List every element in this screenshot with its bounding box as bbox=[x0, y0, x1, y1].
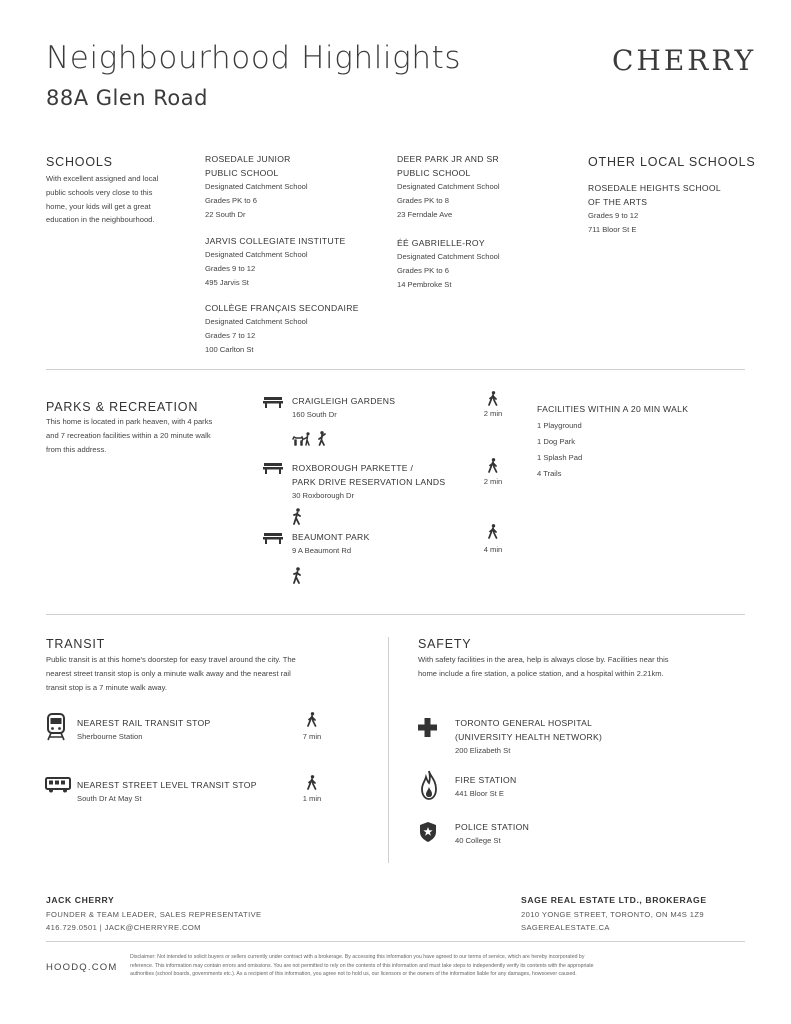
section-divider bbox=[46, 369, 745, 370]
agent-contact[interactable]: 416.729.0501 | JACK@CHERRYRE.COM bbox=[46, 923, 201, 932]
agent-name: JACK CHERRY bbox=[46, 895, 115, 905]
brokerage-website[interactable]: SAGEREALESTATE.CA bbox=[521, 923, 610, 932]
facilities-list bbox=[537, 402, 688, 482]
school-detail: 22 South Dr bbox=[205, 209, 246, 219]
brokerage-info bbox=[521, 895, 707, 934]
school-detail: Designated Catchment School bbox=[205, 182, 308, 191]
walk-time: 2 min bbox=[483, 409, 503, 418]
walking-person-icon bbox=[488, 391, 498, 406]
school-detail: 495 Jarvis St bbox=[205, 277, 249, 287]
walking-person-icon bbox=[488, 458, 498, 473]
property-address: 88A Glen Road bbox=[46, 86, 208, 110]
park-address: 9 A Beaumont Rd bbox=[292, 546, 352, 555]
school-detail: Grades 7 to 12 bbox=[205, 330, 256, 340]
school-name: JARVIS COLLEGIATE INSTITUTE bbox=[205, 236, 346, 246]
hospital-cross-icon bbox=[418, 718, 437, 737]
park-address: 160 South Dr bbox=[292, 410, 337, 419]
school-item bbox=[205, 301, 359, 356]
school-item bbox=[588, 181, 721, 237]
agent-title: FOUNDER & TEAM LEADER, SALES REPRESENTATIVE bbox=[46, 910, 262, 919]
park-item bbox=[292, 530, 370, 558]
parks-description bbox=[46, 415, 261, 456]
agent-info bbox=[46, 895, 262, 934]
transit-heading: TRANSIT bbox=[46, 637, 106, 651]
school-name: ÉÉ GABRIELLE-ROY bbox=[397, 238, 485, 248]
safety-item bbox=[455, 820, 529, 848]
school-item bbox=[205, 234, 346, 289]
school-detail: Designated Catchment School bbox=[397, 252, 500, 261]
transit-item bbox=[77, 716, 211, 744]
facility-name: TORONTO GENERAL HOSPITAL bbox=[455, 718, 593, 728]
safety-heading: SAFETY bbox=[418, 637, 472, 651]
other-schools-heading: OTHER LOCAL SCHOOLS bbox=[588, 155, 756, 169]
walk-time: 2 min bbox=[483, 477, 503, 486]
parks-heading: PARKS & RECREATION bbox=[46, 400, 199, 414]
safety-item bbox=[455, 716, 602, 758]
school-name: ROSEDALE JUNIOR bbox=[205, 154, 291, 164]
transit-label: NEAREST STREET LEVEL TRANSIT STOP bbox=[77, 780, 257, 790]
police-badge-icon bbox=[420, 822, 436, 842]
desc-line: With excellent assigned and local bbox=[46, 174, 159, 183]
column-divider bbox=[388, 637, 389, 863]
desc-line: This home is located in park heaven, with 4 parks bbox=[46, 417, 213, 426]
school-detail: Grades PK to 6 bbox=[397, 265, 449, 275]
school-detail: Designated Catchment School bbox=[205, 250, 308, 259]
desc-line: from this address. bbox=[46, 444, 107, 454]
school-detail: 14 Pembroke St bbox=[397, 279, 452, 289]
walking-person-icon bbox=[307, 712, 317, 727]
facility-address: 441 Bloor St E bbox=[455, 789, 504, 798]
facility-address: 200 Elizabeth St bbox=[455, 746, 511, 755]
walking-person-icon bbox=[488, 524, 498, 539]
trail-icon bbox=[292, 508, 302, 525]
section-divider bbox=[46, 614, 745, 615]
facility-item: 4 Trails bbox=[537, 469, 562, 478]
safety-description bbox=[418, 653, 748, 681]
park-name: ROXBOROUGH PARKETTE / bbox=[292, 463, 414, 473]
brokerage-name: SAGE REAL ESTATE LTD., BROKERAGE bbox=[521, 895, 707, 905]
facilities-heading: FACILITIES WITHIN A 20 MIN WALK bbox=[537, 404, 689, 414]
facility-address: 40 College St bbox=[455, 836, 501, 845]
park-bench-icon bbox=[263, 396, 283, 408]
desc-line: Public transit is at this home's doorstep for easy travel around the city. The bbox=[46, 655, 296, 664]
school-name: OF THE ARTS bbox=[588, 197, 648, 207]
school-item bbox=[397, 236, 500, 291]
school-detail: Designated Catchment School bbox=[397, 182, 500, 191]
disclaimer-line: reference. This information may contain errors and omissions. You are not permitted to rely on the contents of this information and must take steps to independently verify its contents with the appropriate bbox=[130, 962, 594, 969]
schools-heading: SCHOOLS bbox=[46, 155, 113, 169]
desc-line: public schools very close to this bbox=[46, 187, 153, 197]
desc-line: home, your kids will get a great bbox=[46, 201, 151, 211]
brokerage-address: 2010 YONGE STREET, TORONTO, ON M4S 1Z9 bbox=[521, 910, 705, 919]
park-name: PARK DRIVE RESERVATION LANDS bbox=[292, 477, 446, 487]
school-item bbox=[397, 152, 500, 221]
transit-item bbox=[77, 778, 257, 806]
school-name: PUBLIC SCHOOL bbox=[205, 168, 279, 178]
flame-icon bbox=[421, 770, 437, 800]
school-name: PUBLIC SCHOOL bbox=[397, 168, 471, 178]
facility-name: (UNIVERSITY HEALTH NETWORK) bbox=[455, 732, 603, 742]
facility-item: 1 Playground bbox=[537, 421, 582, 430]
facility-name: FIRE STATION bbox=[455, 775, 517, 785]
disclaimer bbox=[130, 953, 748, 979]
disclaimer-line: Disclaimer: Not intended to solicit buyers or sellers currently under contract with a brokerage. By accessing this information you have agreed to our terms of service, which are hereby incorporated by bbox=[130, 954, 585, 960]
walk-time: 1 min bbox=[302, 794, 322, 803]
school-name: COLLÈGE FRANÇAIS SECONDAIRE bbox=[205, 303, 359, 313]
school-detail: Designated Catchment School bbox=[205, 317, 308, 326]
dog-park-icon bbox=[292, 432, 312, 446]
schools-description bbox=[46, 172, 196, 227]
playground-icon bbox=[317, 431, 327, 446]
park-item bbox=[292, 394, 395, 422]
desc-line: and 7 recreation facilities within a 20 minute walk bbox=[46, 430, 211, 440]
page-title: Neighbourhood Highlights bbox=[46, 40, 462, 76]
desc-line: education in the neighbourhood. bbox=[46, 215, 155, 225]
school-detail: 711 Bloor St E bbox=[588, 224, 637, 234]
park-name: CRAIGLEIGH GARDENS bbox=[292, 396, 396, 406]
disclaimer-line: authorities (school boards, governments etc.). As a recipient of this information, you agree not to hold us, our licensors or the owners of the information liable for any damages, howsoever caused. bbox=[130, 971, 577, 978]
bus-icon bbox=[45, 777, 71, 793]
park-bench-icon bbox=[263, 462, 283, 474]
safety-item bbox=[455, 773, 517, 801]
brand-logo: CHERRY bbox=[612, 44, 757, 77]
desc-line: home include a fire station, a police station, and a hospital within 2.21km. bbox=[418, 668, 664, 678]
facility-item: 1 Splash Pad bbox=[537, 453, 583, 462]
desc-line: transit stop is a 7 minute walk away. bbox=[46, 682, 167, 692]
transit-description bbox=[46, 653, 376, 694]
school-detail: Grades 9 to 12 bbox=[205, 263, 256, 273]
school-detail: Grades PK to 8 bbox=[397, 195, 449, 205]
walk-time: 7 min bbox=[302, 732, 322, 741]
park-bench-icon bbox=[263, 532, 283, 544]
facility-name: POLICE STATION bbox=[455, 822, 530, 832]
school-detail: Grades 9 to 12 bbox=[588, 211, 639, 220]
desc-line: With safety facilities in the area, help is always close by. Facilities near this bbox=[418, 655, 669, 664]
desc-line: nearest street transit stop is only a minute walk away and the nearest rail bbox=[46, 668, 291, 678]
walk-time: 4 min bbox=[483, 545, 503, 554]
trail-icon bbox=[292, 567, 302, 584]
footer-divider bbox=[46, 941, 745, 942]
school-detail: 23 Ferndale Ave bbox=[397, 209, 453, 219]
park-name: BEAUMONT PARK bbox=[292, 532, 370, 542]
transit-stop: Sherbourne Station bbox=[77, 732, 143, 741]
transit-stop: South Dr At May St bbox=[77, 794, 142, 803]
train-icon bbox=[46, 713, 66, 741]
walking-person-icon bbox=[307, 775, 317, 790]
school-detail: 100 Carlton St bbox=[205, 344, 254, 354]
park-item bbox=[292, 461, 445, 503]
school-name: ROSEDALE HEIGHTS SCHOOL bbox=[588, 183, 721, 193]
park-address: 30 Roxborough Dr bbox=[292, 491, 355, 500]
school-name: DEER PARK JR AND SR bbox=[397, 154, 500, 164]
hoodq-link[interactable]: HOODQ.COM bbox=[46, 962, 118, 973]
school-detail: Grades PK to 6 bbox=[205, 195, 257, 205]
transit-label: NEAREST RAIL TRANSIT STOP bbox=[77, 718, 211, 728]
school-item bbox=[205, 152, 308, 221]
facility-item: 1 Dog Park bbox=[537, 437, 575, 446]
